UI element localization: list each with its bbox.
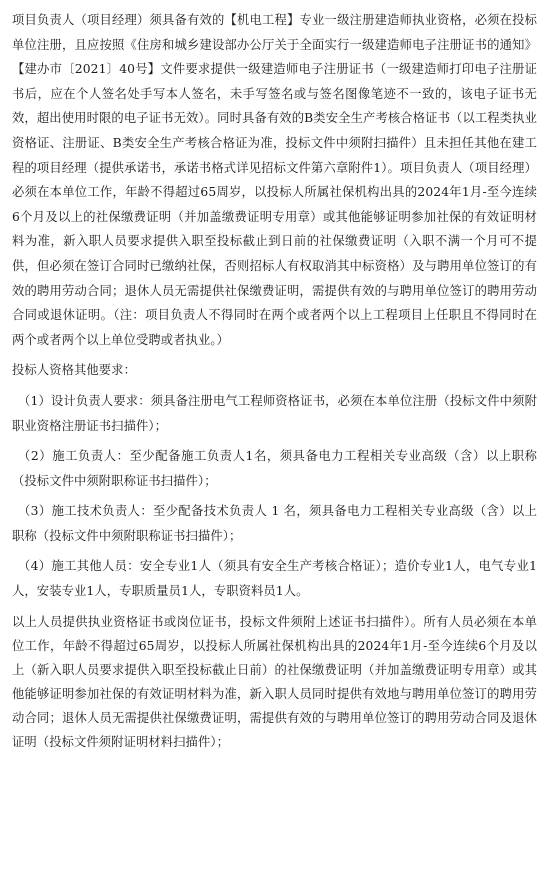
item-text: 施工负责人：至少配备施工负责人1名，须具备电力工程相关专业高级（含）以上职称（投标文件中须附职称证书扫描件）； [12,449,538,488]
requirement-item-4 [12,554,537,603]
other-requirements-heading: 投标人资格其他要求： [12,363,136,378]
item-text: 施工其他人员：安全专业1人（须具有安全生产考核合格证）；造价专业1人，电气专业1人，安装专业1人，专职质量员1人，专职资料员1人。 [12,559,538,599]
project-manager-paragraph: 项目负责人（项目经理）须具备有效的【机电工程】专业一级注册建造师执业资格，必须在投标单位注册，且应按照《住房和城乡建设部办公厅关于全面实行一级建造师电子注册证书的通知》【建办市〔2021〕40号】文件要求提供一级建造师电子注册证书（一级建造师打印电子注册证书后，应在个人签名处手写本人签名，未手写签名或与签名图像笔迹不一致的，该电子证书无效，超出使用时限的电子证书无效）。同时具备有效的B类安全生产考核合格证书（以工程类执业资格证、注册证、B类安全生产考核合格证为准，投标文件中须附扫描件）且未担任其他在建工程的项目经理（提供承诺书，承诺书格式详见招标文件第六章附件1）。项目负责人（项目经理）必须在本单位工作，年龄不得超过65周岁，以投标人所属社保机构出具的2024年1月-至今连续6个月及以上的社保缴费证明（并加盖缴费证明专用章）或其他能够证明参加社保的有效证明材料为准，新入职人员要求提供入职至投标截止到日前的社保缴费证明（入职不满一个月可不提供，但必须在签订合同时已缴纳社保，否则招标人有权取消其中标资格）及与聘用单位签订的有效的聘用劳动合同；退休人员无需提供社保缴费证明，需提供有效的与聘用单位签订的聘用劳动合同或退休证明。（注：项目负责人不得同时在两个或者两个以上工程项目上任职且不得同时在两个或者两个以上单位受聘或者执业。） [12,13,537,347]
item-text: 设计负责人要求：须具备注册电气工程师资格证书，必须在本单位注册（投标文件中须附职业资格注册证书扫描件）； [12,393,538,433]
requirement-item-2 [12,444,537,493]
item-number: （2） [18,449,53,464]
closing-paragraph: 以上人员提供执业资格证书或岗位证书，投标文件须附上述证书扫描件）。所有人员必须在本单位工作，年龄不得超过65周岁，以投标人所属社保机构出具的2024年1月-至今连续6个月及以上（新入职人员要求提供入职至投标截止日前）的社保缴费证明（并加盖缴费证明专用章）或其他能够证明参加社保的有效证明材料为准，新入职人员同时提供有效地与聘用单位签订的聘用劳动合同；退休人员无需提供社保缴费证明，需提供有效的与聘用单位签订的聘用劳动合同及退休证明（投标文件须附证明材料扫描件）； [12,614,537,749]
item-text: 施工技术负责人：至少配备技术负责人 1 名，须具备电力工程相关专业高级（含）以上职称（投标文件中须附职称证书扫描件）； [12,504,537,543]
item-number: （3） [18,504,52,519]
item-number: （4） [18,559,52,574]
requirement-item-3 [12,499,537,548]
item-number: （1） [18,393,51,408]
requirement-item-1 [12,389,537,438]
